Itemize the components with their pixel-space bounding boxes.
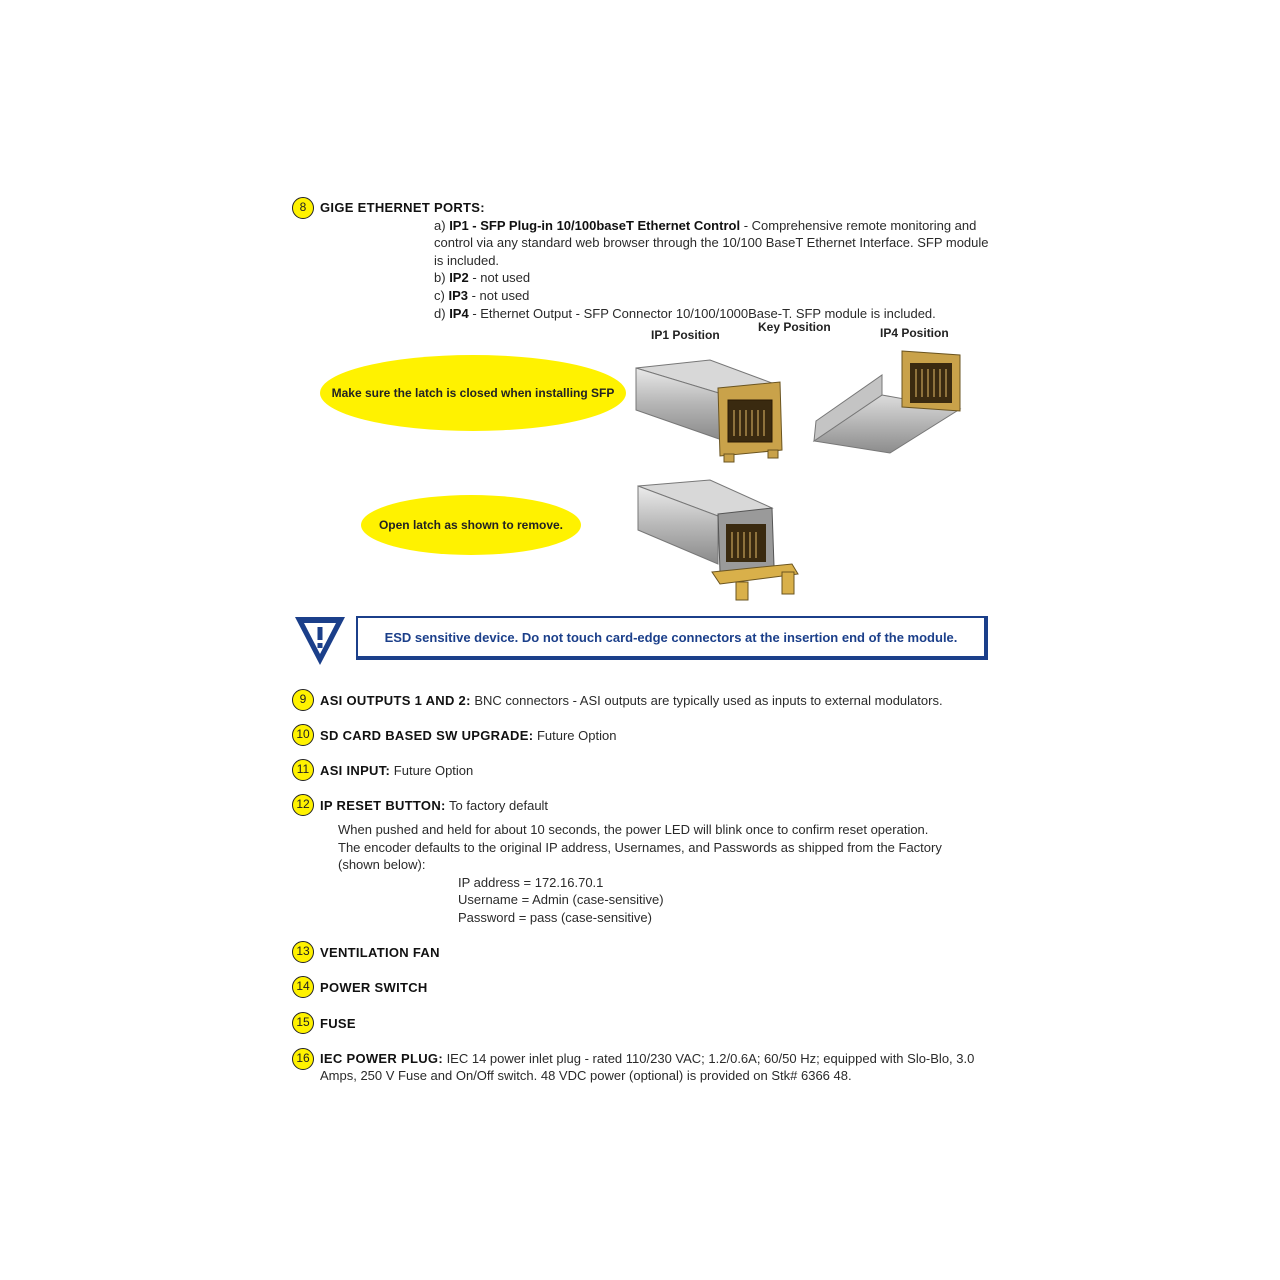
list-item-continuation: control via any standard web browser through the 10/100 BaseT Ethernet Interface. SFP module bbox=[434, 235, 989, 250]
section-line bbox=[320, 762, 473, 779]
list-label: IP2 bbox=[449, 270, 469, 285]
section-number-badge: 10 bbox=[292, 724, 314, 746]
section-number-badge: 8 bbox=[292, 197, 314, 219]
section-heading: POWER SWITCH bbox=[320, 980, 428, 995]
section-heading: SD CARD BASED SW UPGRADE: bbox=[320, 728, 534, 743]
section-number-badge: 16 bbox=[292, 1048, 314, 1070]
section-text: To factory default bbox=[445, 798, 549, 813]
esd-warning-text: ESD sensitive device. Do not touch card-edge connectors at the insertion end of the module. bbox=[384, 629, 958, 645]
default-ip-address: IP address = 172.16.70.1 bbox=[458, 875, 604, 890]
list-item-continuation: is included. bbox=[434, 253, 500, 268]
list-prefix: a) bbox=[434, 218, 446, 233]
section-number-badge: 11 bbox=[292, 759, 314, 781]
esd-warning-box bbox=[356, 616, 988, 660]
list-prefix: c) bbox=[434, 288, 445, 303]
caption-ip1-position: IP1 Position bbox=[651, 328, 720, 342]
latch-open-callout bbox=[361, 495, 581, 555]
section-heading: GIGE ETHERNET PORTS: bbox=[320, 200, 485, 215]
section-heading: IEC POWER PLUG: bbox=[320, 1051, 443, 1066]
caption-ip4-position: IP4 Position bbox=[880, 326, 949, 340]
list-prefix: b) bbox=[434, 270, 446, 285]
sfp-module-ip1-image bbox=[630, 350, 790, 465]
latch-closed-callout bbox=[320, 355, 626, 431]
list-item bbox=[434, 305, 936, 322]
paragraph-line: When pushed and held for about 10 seconds, the power LED will blink once to confirm reset operation. bbox=[338, 822, 929, 837]
list-label: IP1 - SFP Plug-in 10/100baseT Ethernet Control bbox=[449, 218, 741, 233]
list-prefix: d) bbox=[434, 306, 446, 321]
section-text-continuation: Amps, 250 V Fuse and On/Off switch. 48 VDC power (optional) is provided on Stk# 6366 48. bbox=[320, 1068, 852, 1083]
list-text: - Ethernet Output - SFP Connector 10/100/1000Base-T. SFP module is included. bbox=[468, 306, 936, 321]
section-number-badge: 14 bbox=[292, 976, 314, 998]
section-number-badge: 13 bbox=[292, 941, 314, 963]
section-heading: ASI INPUT: bbox=[320, 763, 391, 778]
section-number-badge: 12 bbox=[292, 794, 314, 816]
section-text: BNC connectors - ASI outputs are typically used as inputs to external modulators. bbox=[470, 693, 943, 708]
section-heading: ASI OUTPUTS 1 AND 2: bbox=[320, 693, 471, 708]
section-line bbox=[320, 1050, 974, 1067]
list-item bbox=[434, 217, 976, 234]
section-number-badge: 15 bbox=[292, 1012, 314, 1034]
list-text: - Comprehensive remote monitoring and bbox=[740, 218, 977, 233]
list-item bbox=[434, 287, 529, 304]
section-line bbox=[320, 797, 548, 814]
list-label: IP4 bbox=[449, 306, 469, 321]
callout-text: Open latch as shown to remove. bbox=[378, 518, 564, 532]
list-text: - not used bbox=[468, 270, 531, 285]
caption-key-position: Key Position bbox=[758, 320, 831, 334]
section-text: IEC 14 power inlet plug - rated 110/230 VAC; 1.2/0.6A; 60/50 Hz; equipped with Slo-Blo, 3.0 bbox=[442, 1051, 975, 1066]
section-line bbox=[320, 692, 943, 709]
default-password: Password = pass (case-sensitive) bbox=[458, 910, 652, 925]
section-heading: IP RESET BUTTON: bbox=[320, 798, 446, 813]
list-text: - not used bbox=[467, 288, 530, 303]
section-heading: FUSE bbox=[320, 1016, 356, 1031]
sfp-module-ip4-image bbox=[810, 345, 970, 455]
section-number-badge: 9 bbox=[292, 689, 314, 711]
section-text: Future Option bbox=[533, 728, 617, 743]
section-heading: VENTILATION FAN bbox=[320, 945, 440, 960]
paragraph-line: (shown below): bbox=[338, 857, 426, 872]
paragraph-line: The encoder defaults to the original IP address, Usernames, and Passwords as shipped from the Factory bbox=[338, 840, 942, 855]
esd-warning-icon bbox=[292, 614, 348, 668]
list-item bbox=[434, 269, 530, 286]
sfp-module-open-latch-image bbox=[632, 478, 802, 606]
default-username: Username = Admin (case-sensitive) bbox=[458, 892, 664, 907]
callout-text: Make sure the latch is closed when installing SFP bbox=[331, 386, 615, 400]
list-label: IP3 bbox=[448, 288, 468, 303]
section-text: Future Option bbox=[390, 763, 474, 778]
section-line bbox=[320, 727, 616, 744]
